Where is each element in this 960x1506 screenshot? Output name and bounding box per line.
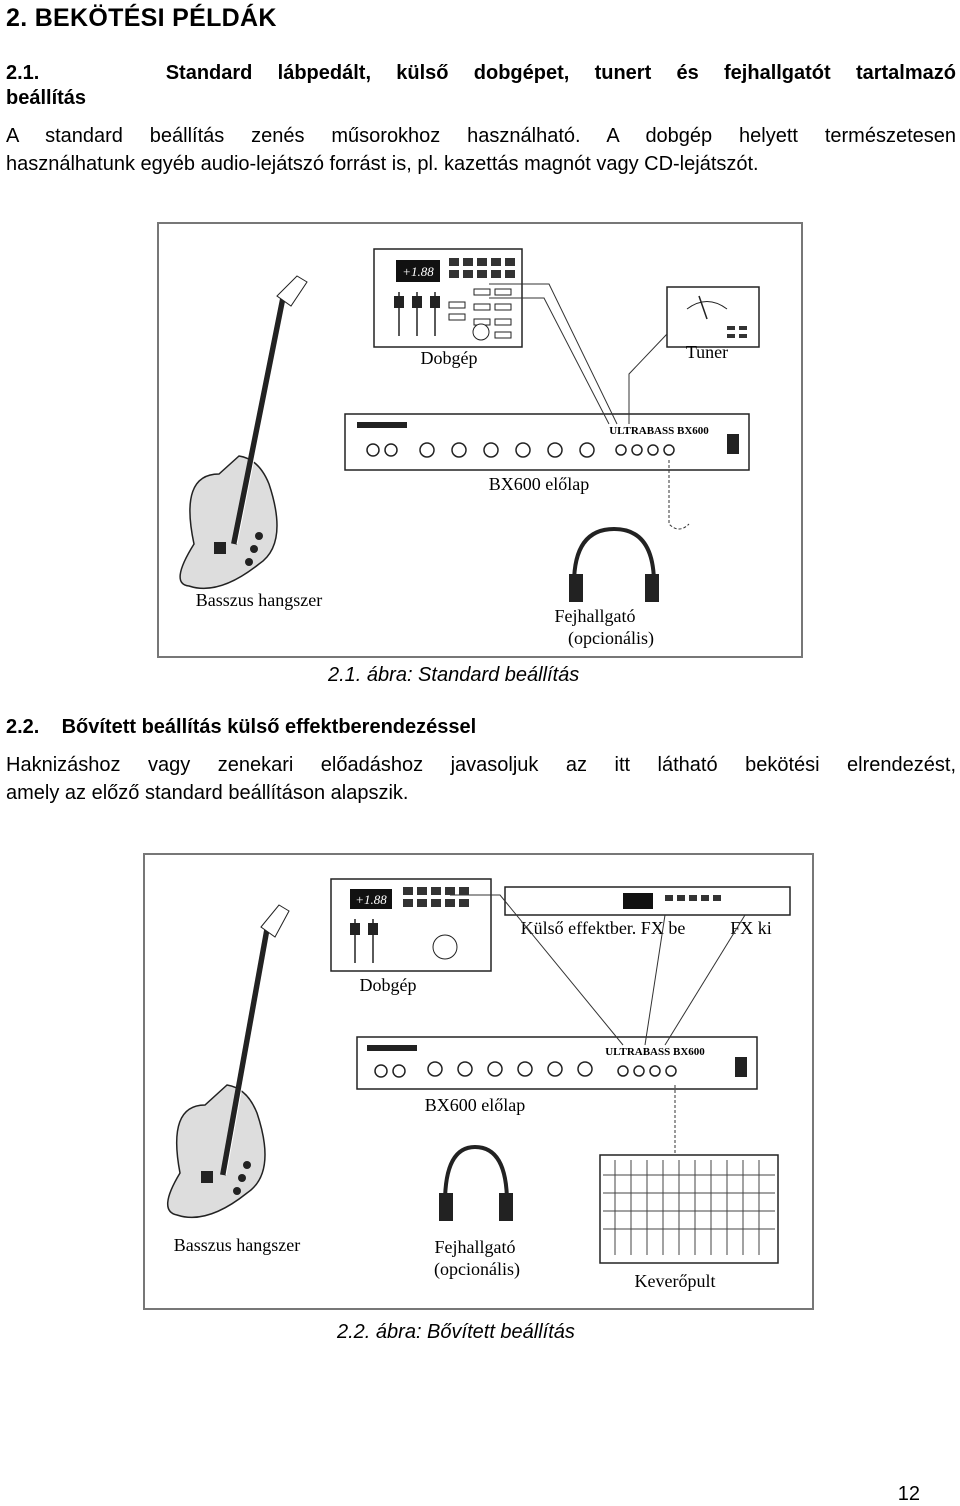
headphones-illustration bbox=[555, 529, 659, 649]
section-2-2-title: 2.2. Bővített beállítás külső effektberendezéssel bbox=[6, 716, 477, 738]
drum-machine bbox=[331, 879, 491, 995]
svg-text:Fejhallgató: Fejhallgató bbox=[554, 606, 636, 626]
svg-text:Keverőpult: Keverőpult bbox=[634, 1271, 716, 1291]
svg-text:+1.88: +1.88 bbox=[355, 892, 387, 907]
section-2-1-title: 2.1. Standard lábpedált, külső dobgépet, tunert és fejhallgatót tartalmazó beállítás bbox=[6, 62, 956, 109]
figure-standard-setup bbox=[157, 222, 803, 658]
figure-1-diagram bbox=[159, 224, 801, 656]
bx600-front-panel bbox=[357, 1037, 757, 1115]
svg-text:ULTRABASS BX600: ULTRABASS BX600 bbox=[609, 425, 709, 437]
svg-text:Dobgép: Dobgép bbox=[420, 348, 478, 368]
svg-text:Dobgép: Dobgép bbox=[359, 975, 417, 995]
svg-text:Basszus hangszer: Basszus hangszer bbox=[195, 590, 323, 610]
svg-text:(opcionális): (opcionális) bbox=[568, 628, 654, 648]
mixer-illustration bbox=[600, 1155, 778, 1291]
svg-text:(opcionális): (opcionális) bbox=[434, 1259, 520, 1279]
external-effects-unit bbox=[505, 887, 790, 938]
figure-2-caption: 2.2. ábra: Bővített beállítás bbox=[337, 1321, 575, 1343]
figure-1-caption: 2.1. ábra: Standard beállítás bbox=[328, 664, 580, 686]
tuner bbox=[667, 287, 759, 362]
figure-2-diagram bbox=[145, 855, 812, 1308]
page-number: 12 bbox=[897, 1483, 920, 1505]
svg-text:+1.88: +1.88 bbox=[402, 264, 434, 279]
chapter-heading: 2. BEKÖTÉSI PÉLDÁK bbox=[6, 4, 277, 32]
svg-text:BX600 előlap: BX600 előlap bbox=[488, 474, 590, 494]
figure-extended-setup bbox=[143, 853, 814, 1310]
bx600-front-panel bbox=[345, 414, 749, 494]
svg-text:FX ki: FX ki bbox=[730, 918, 772, 938]
bass-guitar-illustration bbox=[168, 905, 301, 1255]
svg-text:Tuner: Tuner bbox=[685, 342, 729, 362]
bass-guitar-illustration bbox=[180, 276, 322, 610]
headphones-illustration bbox=[434, 1147, 520, 1280]
svg-text:Külső effektber. FX be: Külső effektber. FX be bbox=[520, 918, 686, 938]
section-2-2-body: Haknizáshoz vagy zenekari előadáshoz javasoljuk az itt látható bekötési elrendezést, amely az előző standard beállításon alapszik. bbox=[6, 754, 956, 804]
section-2-1-body: A standard beállítás zenés műsorokhoz használható. A dobgép helyett természetesen használhatunk egyéb audio-lejátszó forrást is, pl. kazettás magnót vagy CD-lejátszót. bbox=[6, 125, 956, 175]
svg-text:BX600 előlap: BX600 előlap bbox=[424, 1095, 526, 1115]
svg-text:Fejhallgató: Fejhallgató bbox=[434, 1237, 516, 1257]
drum-machine bbox=[374, 249, 522, 368]
svg-text:ULTRABASS BX600: ULTRABASS BX600 bbox=[605, 1046, 705, 1058]
svg-text:Basszus hangszer: Basszus hangszer bbox=[173, 1235, 301, 1255]
